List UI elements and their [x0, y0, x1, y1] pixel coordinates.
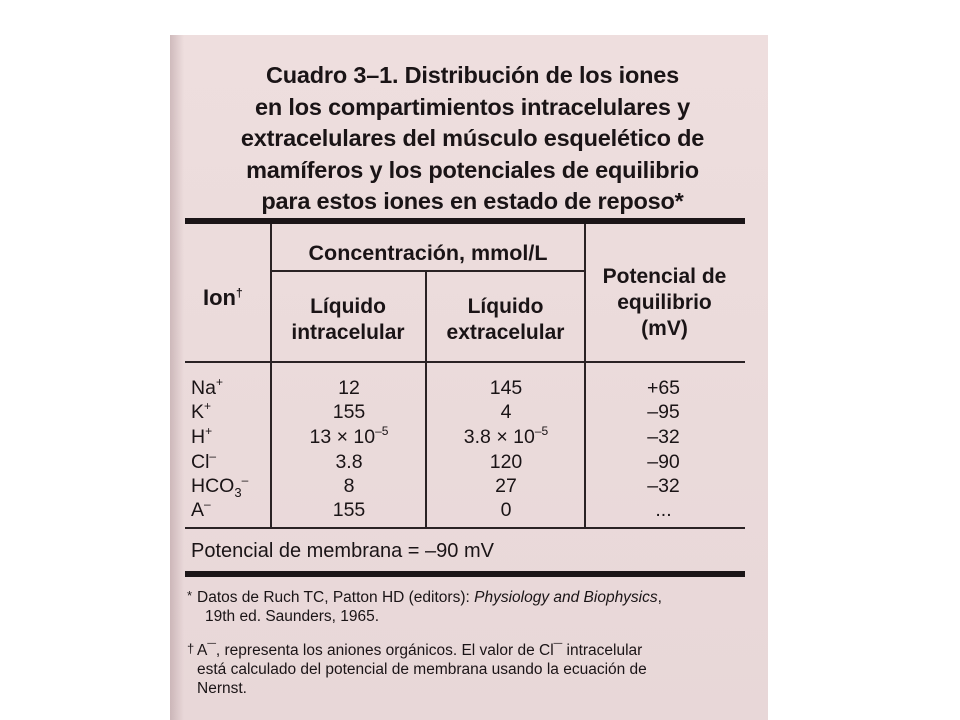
header-bottom-rule — [185, 361, 745, 363]
header-potential-line: equilibrio — [617, 291, 712, 314]
ion-charge: – — [204, 497, 211, 511]
footnote-source-text: Datos de Ruch TC, Patton HD (editors): — [197, 589, 470, 606]
ion-cell — [191, 425, 212, 452]
intracellular-cell: 3.8 — [335, 451, 363, 473]
asterisk-mark: * — [187, 588, 193, 603]
ion-symbol: Na — [191, 377, 216, 399]
dagger-mark: † — [187, 641, 195, 656]
ion-subscript: 3 — [234, 484, 242, 500]
value-base: 3.8 × 10 — [463, 426, 535, 448]
header-intracellular — [271, 294, 425, 346]
potential-cell: –90 — [647, 451, 680, 473]
value-base: 13 × 10 — [309, 426, 376, 448]
title-line: en los compartimientos intracelulares y — [255, 93, 690, 120]
dagger-mark: † — [236, 286, 243, 300]
potential-cell: –95 — [647, 401, 680, 423]
value-exponent: –5 — [534, 424, 549, 438]
column-divider — [270, 224, 272, 529]
top-rule — [185, 218, 745, 224]
ion-charge: + — [215, 375, 223, 389]
header-ion-label: Ion — [203, 285, 236, 310]
footer-rule — [185, 571, 745, 577]
header-potential — [586, 264, 743, 342]
ion-cell — [191, 400, 211, 427]
extracellular-cell: 120 — [489, 451, 523, 473]
header-extracellular — [427, 294, 584, 346]
title-line: mamíferos y los potenciales de equilibrio — [246, 156, 699, 183]
header-potential-line: (mV) — [641, 317, 688, 340]
potential-cell: +65 — [646, 377, 681, 399]
ion-charge: + — [204, 399, 212, 413]
ion-symbol: HCO — [191, 475, 235, 497]
header-extracellular-line: Líquido — [467, 295, 544, 318]
footnote-source-line — [197, 588, 747, 607]
concentration-rule — [271, 270, 585, 272]
potential-cell: –32 — [647, 475, 680, 497]
intracellular-cell — [274, 425, 424, 452]
potential-cell: –32 — [647, 426, 680, 448]
intracellular-cell: 155 — [332, 401, 366, 423]
extracellular-cell: 4 — [500, 401, 512, 423]
ion-symbol: H — [191, 426, 206, 448]
extracellular-cell: 27 — [495, 475, 517, 497]
book-title: Physiology and Biophysics — [474, 589, 658, 606]
potential-cell: ... — [655, 499, 672, 521]
footnote-anions-line: está calculado del potencial de membrana usando la ecuación de — [197, 661, 647, 678]
header-extracellular-line: extracelular — [446, 321, 565, 344]
table-title — [185, 60, 760, 218]
footnote-anions-line: A¯, representa los aniones orgánicos. El valor de Cl¯ intracelular — [197, 642, 643, 659]
extracellular-cell: 0 — [500, 499, 512, 521]
extracellular-cell — [428, 425, 584, 452]
ion-symbol: K — [191, 401, 205, 423]
membrane-potential: Potencial de membrana = –90 mV — [191, 540, 494, 562]
footnote-anions-line: Nernst. — [197, 680, 247, 697]
header-intracellular-line: intracelular — [291, 321, 405, 344]
footnote-anions — [187, 641, 752, 698]
title-line: Cuadro 3–1. Distribución de los iones — [265, 62, 680, 88]
intracellular-cell: 155 — [332, 499, 366, 521]
footnote-source-line: 19th ed. Saunders, 1965. — [205, 608, 380, 625]
extracellular-cell: 145 — [489, 377, 523, 399]
ion-cell — [191, 498, 211, 525]
ion-charge: – — [241, 473, 249, 487]
ion-charge: – — [209, 449, 217, 463]
ion-charge: + — [205, 424, 213, 438]
title-line: para estos iones en estado de reposo* — [261, 188, 684, 214]
header-intracellular-line: Líquido — [310, 295, 386, 318]
title-line: extracelulares del músculo esquelético de — [240, 125, 705, 151]
intracellular-cell: 8 — [343, 475, 355, 497]
header-ion — [203, 285, 243, 314]
ion-symbol: Cl — [191, 451, 210, 473]
ion-cell — [191, 450, 216, 477]
header-concentration: Concentración, mmol/L — [308, 241, 548, 265]
body-bottom-rule — [185, 527, 745, 529]
footnote-source — [187, 588, 747, 626]
intracellular-cell: 12 — [338, 377, 360, 399]
footnote-source-comma: , — [657, 589, 662, 606]
ion-symbol: A — [191, 499, 205, 521]
header-potential-line: Potencial de — [602, 265, 727, 288]
value-exponent: –5 — [375, 424, 389, 438]
